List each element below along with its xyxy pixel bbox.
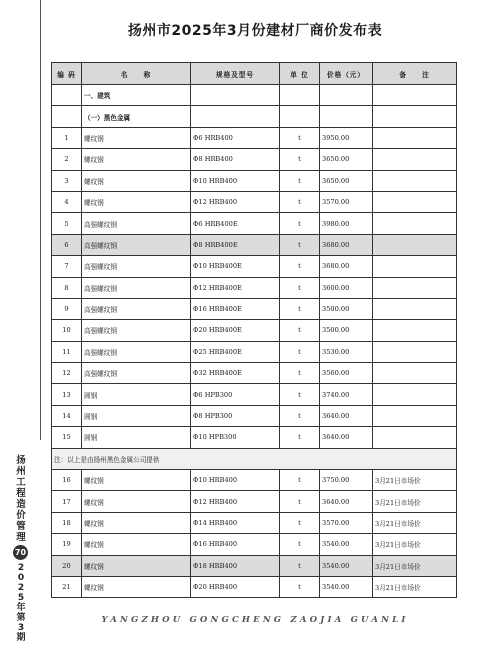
cell-note: 3月21日市场价 [373,534,457,555]
table-row [52,213,457,234]
cell-note: 3月21日市场价 [373,470,457,491]
issue-char: 5 [17,593,25,603]
cell-code: 12 [52,363,82,384]
cell-unit: t [280,298,320,319]
cell-code: 8 [52,277,82,298]
cell-unit: t [280,555,320,576]
cell-spec: Φ20 HRB400E [191,320,280,341]
cell-spec: Φ25 HRB400E [191,341,280,362]
cell-note [373,320,457,341]
cell-price: 3680.00 [320,234,373,255]
table-row [52,320,457,341]
cell-note [373,170,457,191]
cell-price: 3650.00 [320,170,373,191]
journal-title-char: 管 [16,521,26,532]
cell-name: 螺纹钢 [82,127,191,148]
header-price: 价格（元） [320,63,373,85]
cell-spec: Φ12 HRB400 [191,491,280,512]
cell-name: 高强螺纹钢 [82,256,191,277]
cell-code: 6 [52,234,82,255]
cell-code: 16 [52,470,82,491]
cell-name: 高强螺纹钢 [82,234,191,255]
header-name: 名 称 [82,63,191,85]
cell-spec: Φ12 HRB400 [191,191,280,212]
cell-name: 高强螺纹钢 [82,363,191,384]
cell-note [373,256,457,277]
cell-code: 4 [52,191,82,212]
cell-note [373,149,457,170]
cell-unit: t [280,512,320,533]
table-row [52,191,457,212]
cell-name: 圆钢 [82,427,191,448]
cell-unit: t [280,234,320,255]
cell-spec: Φ6 HRB400E [191,213,280,234]
cell-note [373,384,457,405]
cell-price: 3540.00 [320,555,373,576]
cell-note [373,298,457,319]
cell-unit: t [280,576,320,597]
cell-code: 20 [52,555,82,576]
header-code: 编 码 [52,63,82,85]
cell-unit: t [280,384,320,405]
page-title: 扬州市2025年3月份建材厂商价发布表 [127,23,383,39]
cell-code: 5 [52,213,82,234]
table-row [52,341,457,362]
left-margin-rule [40,0,41,440]
cell-code: 14 [52,405,82,426]
cell-note [373,277,457,298]
cell-code: 17 [52,491,82,512]
cell-name: 螺纹钢 [82,149,191,170]
journal-title-char: 程 [16,488,26,499]
cell-code: 9 [52,298,82,319]
cell-name: 螺纹钢 [82,534,191,555]
cell-price: 3570.00 [320,512,373,533]
cell-price: 3560.00 [320,363,373,384]
cell-name: 高强螺纹钢 [82,341,191,362]
cell-code: 19 [52,534,82,555]
cell-note [373,341,457,362]
cell-price: 3640.00 [320,405,373,426]
table-row [52,576,457,597]
cell-unit: t [280,256,320,277]
cell-price: 3740.00 [320,384,373,405]
cell-name: 螺纹钢 [82,470,191,491]
cell-code: 15 [52,427,82,448]
cell-price: 3540.00 [320,534,373,555]
cell-price: 3540.00 [320,576,373,597]
cell-code: 18 [52,512,82,533]
table-row [52,298,457,319]
cell-unit: t [280,470,320,491]
journal-title-char: 扬 [16,455,26,466]
cell-price: 3680.00 [320,256,373,277]
cell-name: 螺纹钢 [82,191,191,212]
cell-unit: t [280,213,320,234]
cell-spec: Φ16 HRB400E [191,298,280,319]
issue-char: 年 [16,603,26,613]
cell-code: 10 [52,320,82,341]
cell-spec: Φ14 HRB400 [191,512,280,533]
cell-unit: t [280,170,320,191]
cell-note: 3月21日市场价 [373,491,457,512]
cell-price: 3950.00 [320,127,373,148]
cell-name: 螺纹钢 [82,170,191,191]
table-row [52,363,457,384]
cell-price: 3980.00 [320,213,373,234]
cell-spec: Φ8 HRB400E [191,234,280,255]
cell-unit: t [280,320,320,341]
table-row [52,512,457,533]
cell-spec: Φ10 HRB400 [191,170,280,191]
cell-note [373,191,457,212]
table-row [52,127,457,148]
supplier-note: 注：以上是由扬州黑色金属公司提供 [52,448,457,469]
cell-spec: Φ10 HPB300 [191,427,280,448]
cell-code: 11 [52,341,82,362]
cell-price: 3500.00 [320,320,373,341]
issue-char: 0 [17,573,25,583]
journal-title-char: 造 [16,499,26,510]
cell-note [373,427,457,448]
table-row [52,384,457,405]
section-row-building [52,85,457,106]
header-note: 备 注 [373,63,457,85]
page-number-badge: 70 [13,545,28,560]
journal-title-char: 工 [16,477,26,488]
cell-spec: Φ6 HRB400 [191,127,280,148]
cell-note [373,127,457,148]
cell-spec: Φ16 HRB400 [191,534,280,555]
cell-note [373,363,457,384]
table-row [52,405,457,426]
cell-note [373,213,457,234]
cell-code: 3 [52,170,82,191]
cell-price: 3530.00 [320,341,373,362]
cell-code: 2 [52,149,82,170]
supplier-note-row [52,448,457,469]
cell-name: 螺纹钢 [82,491,191,512]
price-table [51,62,457,598]
journal-title-char: 理 [16,532,26,543]
header-unit: 单 位 [280,63,320,85]
cell-spec: Φ12 HRB400E [191,277,280,298]
cell-unit: t [280,491,320,512]
cell-code: 13 [52,384,82,405]
table-row [52,427,457,448]
header-spec: 规格及型号 [191,63,280,85]
cell-name: 高强螺纹钢 [82,298,191,319]
cell-spec: Φ8 HRB400 [191,149,280,170]
issue-char: 2 [17,583,25,593]
cell-unit: t [280,341,320,362]
journal-side-title [14,455,28,543]
cell-note: 3月21日市场价 [373,512,457,533]
cell-price: 3570.00 [320,191,373,212]
table-row [52,149,457,170]
cell-price: 3650.00 [320,149,373,170]
cell-unit: t [280,534,320,555]
cell-name: 螺纹钢 [82,555,191,576]
section-metal-label: （一）黑色金属 [82,106,191,127]
table-row [52,555,457,576]
cell-spec: Φ10 HRB400E [191,256,280,277]
cell-name: 圆钢 [82,405,191,426]
cell-name: 圆钢 [82,384,191,405]
cell-spec: Φ32 HRB400E [191,363,280,384]
cell-name: 高强螺纹钢 [82,320,191,341]
table-row [52,277,457,298]
table-row [52,234,457,255]
cell-spec: Φ6 HPB300 [191,384,280,405]
cell-note [373,405,457,426]
cell-code: 7 [52,256,82,277]
cell-code: 21 [52,576,82,597]
cell-note [373,234,457,255]
issue-char: 第 [16,613,26,623]
cell-name: 螺纹钢 [82,512,191,533]
issue-char: 3 [17,623,25,633]
issue-side-label [14,563,28,643]
table-row [52,534,457,555]
cell-spec: Φ10 HRB400 [191,470,280,491]
cell-name: 高强螺纹钢 [82,277,191,298]
cell-spec: Φ20 HRB400 [191,576,280,597]
section-building-label: 一、建筑 [82,85,191,106]
cell-note: 3月21日市场价 [373,555,457,576]
cell-unit: t [280,191,320,212]
cell-price: 3750.00 [320,470,373,491]
cell-unit: t [280,405,320,426]
cell-price: 3640.00 [320,491,373,512]
cell-unit: t [280,363,320,384]
table-row [52,491,457,512]
journal-title-char: 价 [16,510,26,521]
cell-price: 3640.00 [320,427,373,448]
table-header-row [52,63,457,85]
table-row [52,470,457,491]
cell-name: 高强螺纹钢 [82,213,191,234]
cell-spec: Φ8 HPB300 [191,405,280,426]
cell-name: 螺纹钢 [82,576,191,597]
cell-unit: t [280,127,320,148]
cell-unit: t [280,427,320,448]
cell-note: 3月21日市场价 [373,576,457,597]
journal-title-char: 州 [16,466,26,477]
cell-unit: t [280,277,320,298]
section-row-metal [52,106,457,127]
cell-unit: t [280,149,320,170]
issue-char: 2 [17,563,25,573]
issue-char: 期 [16,633,26,643]
cell-price: 3500.00 [320,298,373,319]
cell-price: 3600.00 [320,277,373,298]
cell-code: 1 [52,127,82,148]
cell-spec: Φ18 HRB400 [191,555,280,576]
table-row [52,256,457,277]
footer-journal-name: YANGZHOU GONGCHENG ZAOJIA GUANLI [101,615,409,625]
table-row [52,170,457,191]
